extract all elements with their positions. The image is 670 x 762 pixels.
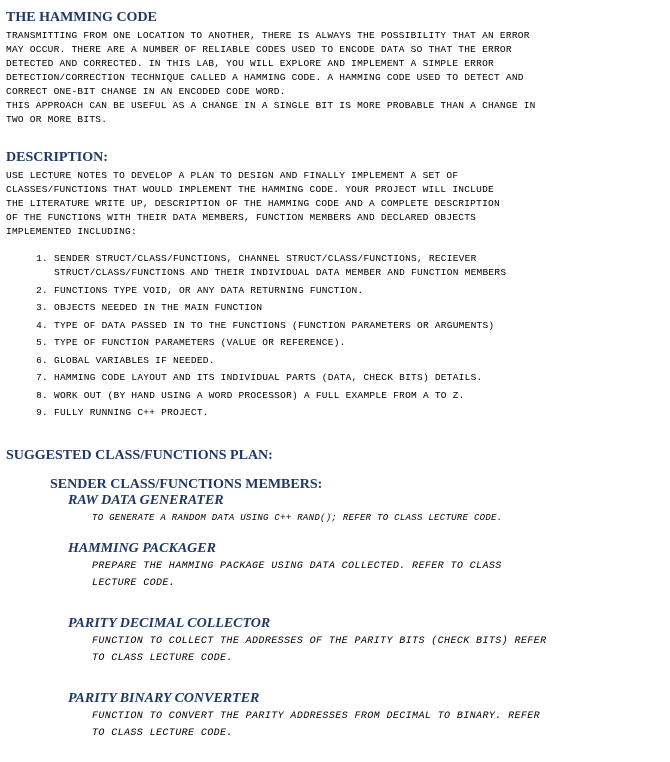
requirements-list <box>6 252 664 420</box>
list-item-number: 6. <box>36 354 48 366</box>
list-item <box>6 284 664 298</box>
list-item-number: 5. <box>36 337 48 348</box>
list-item-number: 3. <box>36 302 48 313</box>
list-item-text: WORK OUT (BY HAND USING A WORD PROCESSOR) A FULL EXAMPLE FROM A TO Z. <box>54 389 465 401</box>
list-item-text: OBJECTS NEEDED IN THE MAIN FUNCTION <box>54 302 263 313</box>
plan-item-title: PARITY BINARY CONVERTER <box>68 691 260 706</box>
heading-sender-members: SENDER CLASS/FUNCTIONS MEMBERS: <box>50 477 323 492</box>
list-item-text: TYPE OF FUNCTION PARAMETERS (VALUE OR REFERENCE). <box>54 337 346 348</box>
list-item-text: TYPE OF DATA PASSED IN TO THE FUNCTIONS (FUNCTION PARAMETERS OR ARGUMENTS) <box>54 319 495 331</box>
heading-description: DESCRIPTION: <box>6 150 108 165</box>
hamming-approach-paragraph: THIS APPROACH CAN BE USEFUL AS A CHANGE IN A SINGLE BIT IS MORE PROBABLE THAN A CHANGE IN TWO OR MORE BITS. <box>6 100 536 125</box>
list-item <box>6 389 664 403</box>
plan-item-raw-data-generater <box>68 493 664 527</box>
list-item-text: GLOBAL VARIABLES IF NEEDED. <box>54 354 215 366</box>
list-item <box>6 319 664 333</box>
list-item-text: HAMMING CODE LAYOUT AND ITS INDIVIDUAL PARTS (DATA, CHECK BITS) DETAILS. <box>54 372 483 383</box>
list-item-text: FULLY RUNNING C++ PROJECT. <box>54 407 209 418</box>
plan-item-description: FUNCTION TO COLLECT THE ADDRESSES OF THE PARITY BITS (CHECK BITS) REFER TO CLASS LECTURE CODE. <box>92 636 547 664</box>
list-item-number: 4. <box>36 319 48 331</box>
list-item-number: 9. <box>36 407 48 418</box>
plan-item-description: PREPARE THE HAMMING PACKAGE USING DATA COLLECTED. REFER TO CLASS LECTURE CODE. <box>92 561 502 589</box>
list-item-text: FUNCTIONS TYPE VOID, OR ANY DATA RETURNING FUNCTION. <box>54 284 364 296</box>
plan-item-parity-decimal-collector <box>68 616 664 667</box>
plan-item-parity-binary-converter <box>68 691 664 742</box>
plan-item-hamming-packager <box>68 541 664 592</box>
list-item-number: 1. <box>36 253 48 264</box>
section-suggested-plan <box>6 448 664 742</box>
plan-item-title: HAMMING PACKAGER <box>68 541 216 556</box>
section-description <box>6 150 664 420</box>
description-paragraph: USE LECTURE NOTES TO DEVELOP A PLAN TO DESIGN AND FINALLY IMPLEMENT A SET OF CLASSES/FUNCTIONS THAT WOULD IMPLEMENT THE HAMMING CODE. YOUR PROJECT WILL INCLUDE THE LITERATURE WRITE UP, DESCRIPTION OF THE HAMMING CODE AND A COMPLETE DESCRIPTION OF THE FUNCTIONS WITH THEIR DATA MEMBERS, FUNCTION MEMBERS AND DECLARED OBJECTS IMPLEMENTED INCLUDING: <box>6 170 500 237</box>
list-item <box>6 406 664 420</box>
list-item-number: 2. <box>36 284 48 296</box>
list-item <box>6 301 664 315</box>
heading-suggested-plan: SUGGESTED CLASS/FUNCTIONS PLAN: <box>6 448 273 463</box>
section-hamming-code <box>6 10 664 127</box>
plan-item-title: PARITY DECIMAL COLLECTOR <box>68 616 271 631</box>
plan-item-title: RAW DATA GENERATER <box>68 493 224 508</box>
list-item-number: 8. <box>36 389 48 401</box>
hamming-intro-paragraph: TRANSMITTING FROM ONE LOCATION TO ANOTHER, THERE IS ALWAYS THE POSSIBILITY THAT AN ERROR MAY OCCUR. THERE ARE A NUMBER OF RELIABLE CODES USED TO ENCODE DATA SO THAT THE ERROR DETECTED AND CORRECTED. IN THIS LAB, YOU WILL EXPLORE AND IMPLEMENT A SIMPLE ERROR DETECTION/CORRECTION TECHNIQUE CALLED A HAMMING CODE. A HAMMING CODE USED TO DETECT AND CORRECT ONE-BIT CHANGE IN AN ENCODED CODE WORD. <box>6 30 530 97</box>
list-item <box>6 336 664 350</box>
list-item-text: SENDER STRUCT/CLASS/FUNCTIONS, CHANNEL STRUCT/CLASS/FUNCTIONS, RECIEVER STRUCT/CLASS/FUNCTIONS AND THEIR INDIVIDUAL DATA MEMBER AND FUNCTION MEMBERS <box>54 253 507 278</box>
heading-hamming-code: THE HAMMING CODE <box>6 10 157 25</box>
list-item <box>6 252 664 280</box>
list-item <box>6 371 664 385</box>
plan-item-description: FUNCTION TO CONVERT THE PARITY ADDRESSES FROM DECIMAL TO BINARY. REFER TO CLASS LECTURE CODE. <box>92 711 541 739</box>
list-item-number: 7. <box>36 372 48 383</box>
list-item <box>6 354 664 368</box>
plan-item-description: TO GENERATE A RANDOM DATA USING C++ RAND(); REFER TO CLASS LECTURE CODE. <box>92 513 503 523</box>
